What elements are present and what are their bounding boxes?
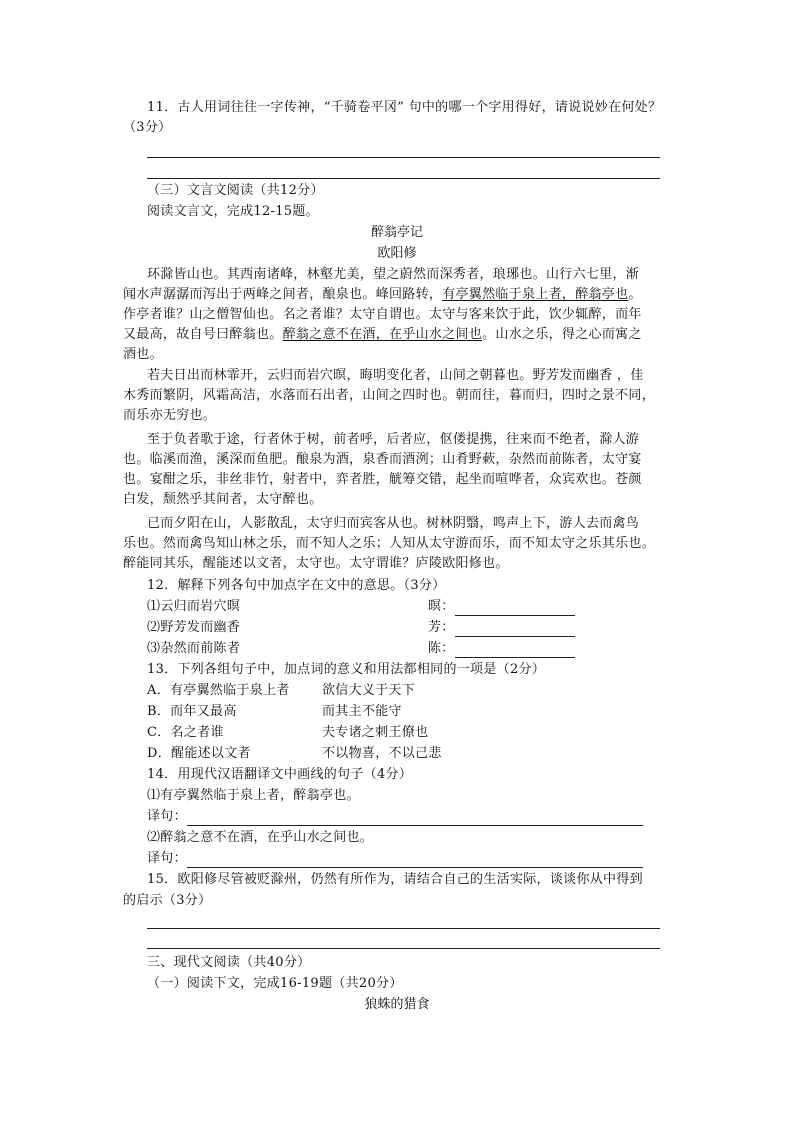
essay-title: 醉翁亭记 bbox=[370, 225, 423, 240]
q14-translation-2: 译句： bbox=[147, 850, 643, 868]
p3-line3: 也。宴酣之乐，非丝非竹，射者中，弈者胜，觥筹交错，起坐而喧哗者，众宾欢也。苍颜 bbox=[123, 472, 642, 487]
q12-item-3: ⑶杂然而前陈者 陈： bbox=[147, 640, 240, 658]
q13-option-c[interactable]: C．名之者谁 夫专诸之刺王僚也 bbox=[147, 725, 429, 740]
p4-line1: 已而夕阳在山，人影散乱，太守归而宾客从也。树林阴翳，鸣声上下，游人去而禽鸟 bbox=[147, 516, 640, 531]
q14-answer-2[interactable] bbox=[187, 853, 643, 868]
part3-subtitle: （一）阅读下文，完成16-19题（共20分） bbox=[147, 976, 403, 991]
p1-line5: 酒也。 bbox=[123, 347, 163, 362]
q14-sentence-2: ⑵醉翁之意不在酒，在乎山水之间也。 bbox=[147, 830, 374, 845]
p1-line1: 环滁皆山也。其西南诸峰，林壑尤美，望之蔚然而深秀者，琅琊也。山行六七里，渐 bbox=[147, 267, 640, 282]
part3-title: 三、现代文阅读（共40分） bbox=[147, 955, 311, 970]
q14-stem: 14．用现代汉语翻译文中画线的句子（4分） bbox=[147, 767, 413, 782]
q15-answer-line-2[interactable] bbox=[147, 948, 660, 949]
q11-answer-line-2[interactable] bbox=[147, 178, 660, 179]
p1-line3: 作亭者谁？山之僧智仙也。名之者谁？太守自谓也。太守与客来饮于此，饮少辄醉，而年 bbox=[123, 307, 642, 322]
p4-line3: 醉能同其乐，醒能述以文者，太守也。太守谓谁？庐陵欧阳修也。 bbox=[123, 556, 509, 571]
p1-line4: 又最高，故自号曰醉翁也。醉翁之意不在酒，在乎山水之间也。山水之乐，得之心而寓之 bbox=[123, 327, 642, 342]
essay-author: 欧阳修 bbox=[377, 246, 417, 261]
q11-line2: （3分） bbox=[123, 120, 172, 135]
underlined-sentence-2: 醉翁之意不在酒，在乎山水之间也 bbox=[282, 327, 483, 342]
story-title: 狼蛛的猎食 bbox=[364, 997, 430, 1012]
q13-stem: 13．下列各组句子中，加点词的意义和用法都相同的一项是（2分） bbox=[147, 662, 546, 677]
q15-line2: 的启示（3分） bbox=[123, 893, 212, 908]
section-instruction: 阅读文言文，完成12-15题。 bbox=[147, 204, 319, 219]
q11-answer-line-1[interactable] bbox=[147, 157, 660, 158]
p2-line2: 木秀而繁阴，风霜高洁，水落而石出者，山间之四时也。朝而往，暮而归，四时之景不同， bbox=[123, 388, 656, 403]
q11-line1: 11．古人用词往往一字传神，“千骑卷平冈” 句中的哪一个字用得好，请说说妙在何处？ bbox=[147, 100, 662, 115]
q12-item-2: ⑵野芳发而幽香 芳： bbox=[147, 619, 240, 637]
q14-answer-1[interactable] bbox=[187, 811, 643, 826]
q12-blank-3[interactable] bbox=[455, 643, 575, 658]
q12-item-1: ⑴云归而岩穴暝 暝： bbox=[147, 598, 240, 616]
q14-sentence-1: ⑴有亭翼然临于泉上者，醉翁亭也。 bbox=[147, 788, 360, 803]
p2-line3: 而乐亦无穷也。 bbox=[123, 408, 217, 423]
p2-line1: 若夫日出而林霏开，云归而岩穴暝，晦明变化者，山间之朝暮也。野芳发而幽香 ，佳 bbox=[147, 368, 644, 383]
p3-line2: 也。临溪而渔，溪深而鱼肥。酿泉为酒，泉香而酒洌；山肴野蔌，杂然而前陈者，太守宴 bbox=[123, 452, 642, 467]
q12-blank-2[interactable] bbox=[455, 622, 575, 637]
q12-blank-1[interactable] bbox=[455, 601, 575, 616]
q15-answer-line-1[interactable] bbox=[147, 928, 660, 929]
underlined-sentence-1: 有亭翼然临于泉上者，醉翁亭也 bbox=[442, 287, 629, 302]
q12-stem: 12．解释下列各句中加点字在文中的意思。（3分） bbox=[147, 578, 446, 593]
p4-line2: 乐也。然而禽鸟知山林之乐，而不知人之乐；人知从太守游而乐，而不知太守之乐其乐也。 bbox=[123, 536, 656, 551]
q14-translation-1: 译句： bbox=[147, 808, 643, 826]
q13-option-a[interactable]: A．有亭翼然临于泉上者 欲信大义于天下 bbox=[147, 683, 416, 698]
p3-line1: 至于负者歌于途，行者休于树，前者呼，后者应，伛偻提携，往来而不绝者，滁人游 bbox=[147, 432, 640, 447]
q13-option-b[interactable]: B．而年又最高 而其主不能守 bbox=[147, 704, 402, 719]
p1-line2: 闻水声潺潺而泻出于两峰之间者，酿泉也。峰回路转，有亭翼然临于泉上者，醉翁亭也。 bbox=[123, 287, 642, 302]
q13-option-d[interactable]: D．醒能述以文者 不以物喜，不以己悲 bbox=[147, 746, 442, 761]
q15-line1: 15．欧阳修尽管被贬滁州，仍然有所作为，请结合自己的生活实际，谈谈你从中得到 bbox=[147, 872, 643, 887]
section-title: （三）文言文阅读（共12分） bbox=[147, 183, 324, 198]
p3-line4: 白发，颓然乎其间者，太守醉也。 bbox=[123, 492, 323, 507]
